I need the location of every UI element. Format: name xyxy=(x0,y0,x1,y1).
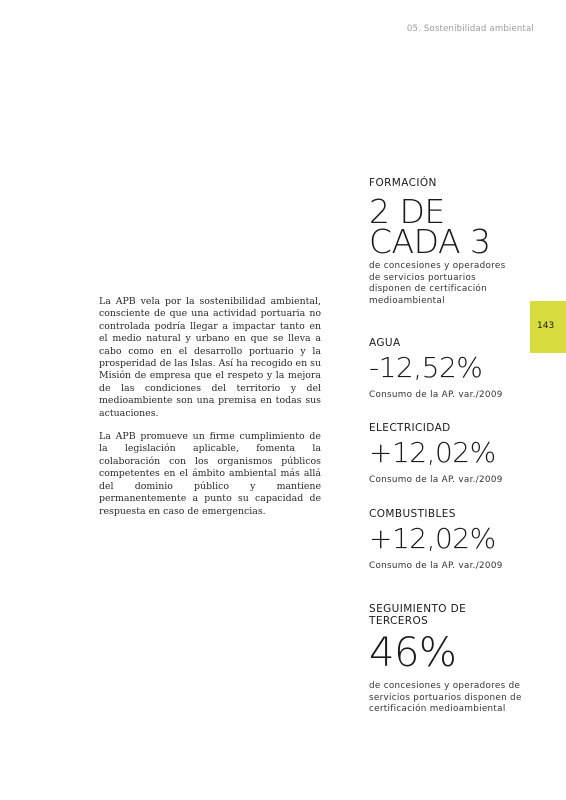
indicator-caption: de concesiones y operadores de servicios portuarios disponen de certificación medioambiental xyxy=(369,681,522,714)
page-number: 143 xyxy=(537,321,555,331)
indicator-caption: Consumo de la AP. var./2009 xyxy=(369,390,503,400)
indicator-label: AGUA xyxy=(369,337,401,349)
indicator-caption: Consumo de la AP. var./2009 xyxy=(369,561,503,571)
indicator-label: COMBUSTIBLES xyxy=(369,508,456,520)
indicator-value: 46% xyxy=(369,630,457,676)
section-header: 05. Sostenibilidad ambiental xyxy=(406,24,534,34)
body-text xyxy=(99,296,321,529)
indicator-value: +12,02% xyxy=(369,522,496,555)
indicator-value: +12,02% xyxy=(369,436,496,469)
indicator-caption: Consumo de la AP. var./2009 xyxy=(369,475,503,485)
indicator-label: ELECTRICIDAD xyxy=(369,422,451,434)
indicator-caption: de concesiones y operadores de servicios portuarios disponen de certificación medioambiental xyxy=(369,261,506,306)
body-paragraph-2: La APB promueve un firme cumplimiento de la legislación aplicable, fomenta la colaboración con los organismos públicos competentes en el ámbito ambiental más allá del dominio público y mantiene permanentemente a punto su capacidad de respuesta en caso de emergencias. xyxy=(99,431,321,517)
indicator-seguimiento xyxy=(369,603,544,716)
indicator-combustibles xyxy=(369,508,544,573)
body-paragraph-1: La APB vela por la sostenibilidad ambiental, consciente de que una actividad portuaria no controlada podría llegar a impactar tanto en el medio natural y urbano en que se lleva a cabo como en el desarrollo portuario y la prosperidad de las Islas. Así ha recogido en su Misión de empresa que el respeto y la mejora de las condiciones del territorio y del medioambiente son una premisa en todas sus actuaciones. xyxy=(99,296,321,419)
indicator-label-line1: SEGUIMIENTO DE xyxy=(369,603,467,615)
indicator-label-line2: TERCEROS xyxy=(369,615,429,627)
indicator-agua xyxy=(369,337,544,402)
indicator-formacion xyxy=(369,177,544,307)
indicator-label: FORMACIÓN xyxy=(369,177,437,189)
indicator-value-line2: CADA 3 xyxy=(369,222,491,261)
indicator-electricidad xyxy=(369,422,544,487)
indicator-value: -12,52% xyxy=(369,351,483,384)
indicator-value-line1: 2 DE xyxy=(369,192,445,231)
